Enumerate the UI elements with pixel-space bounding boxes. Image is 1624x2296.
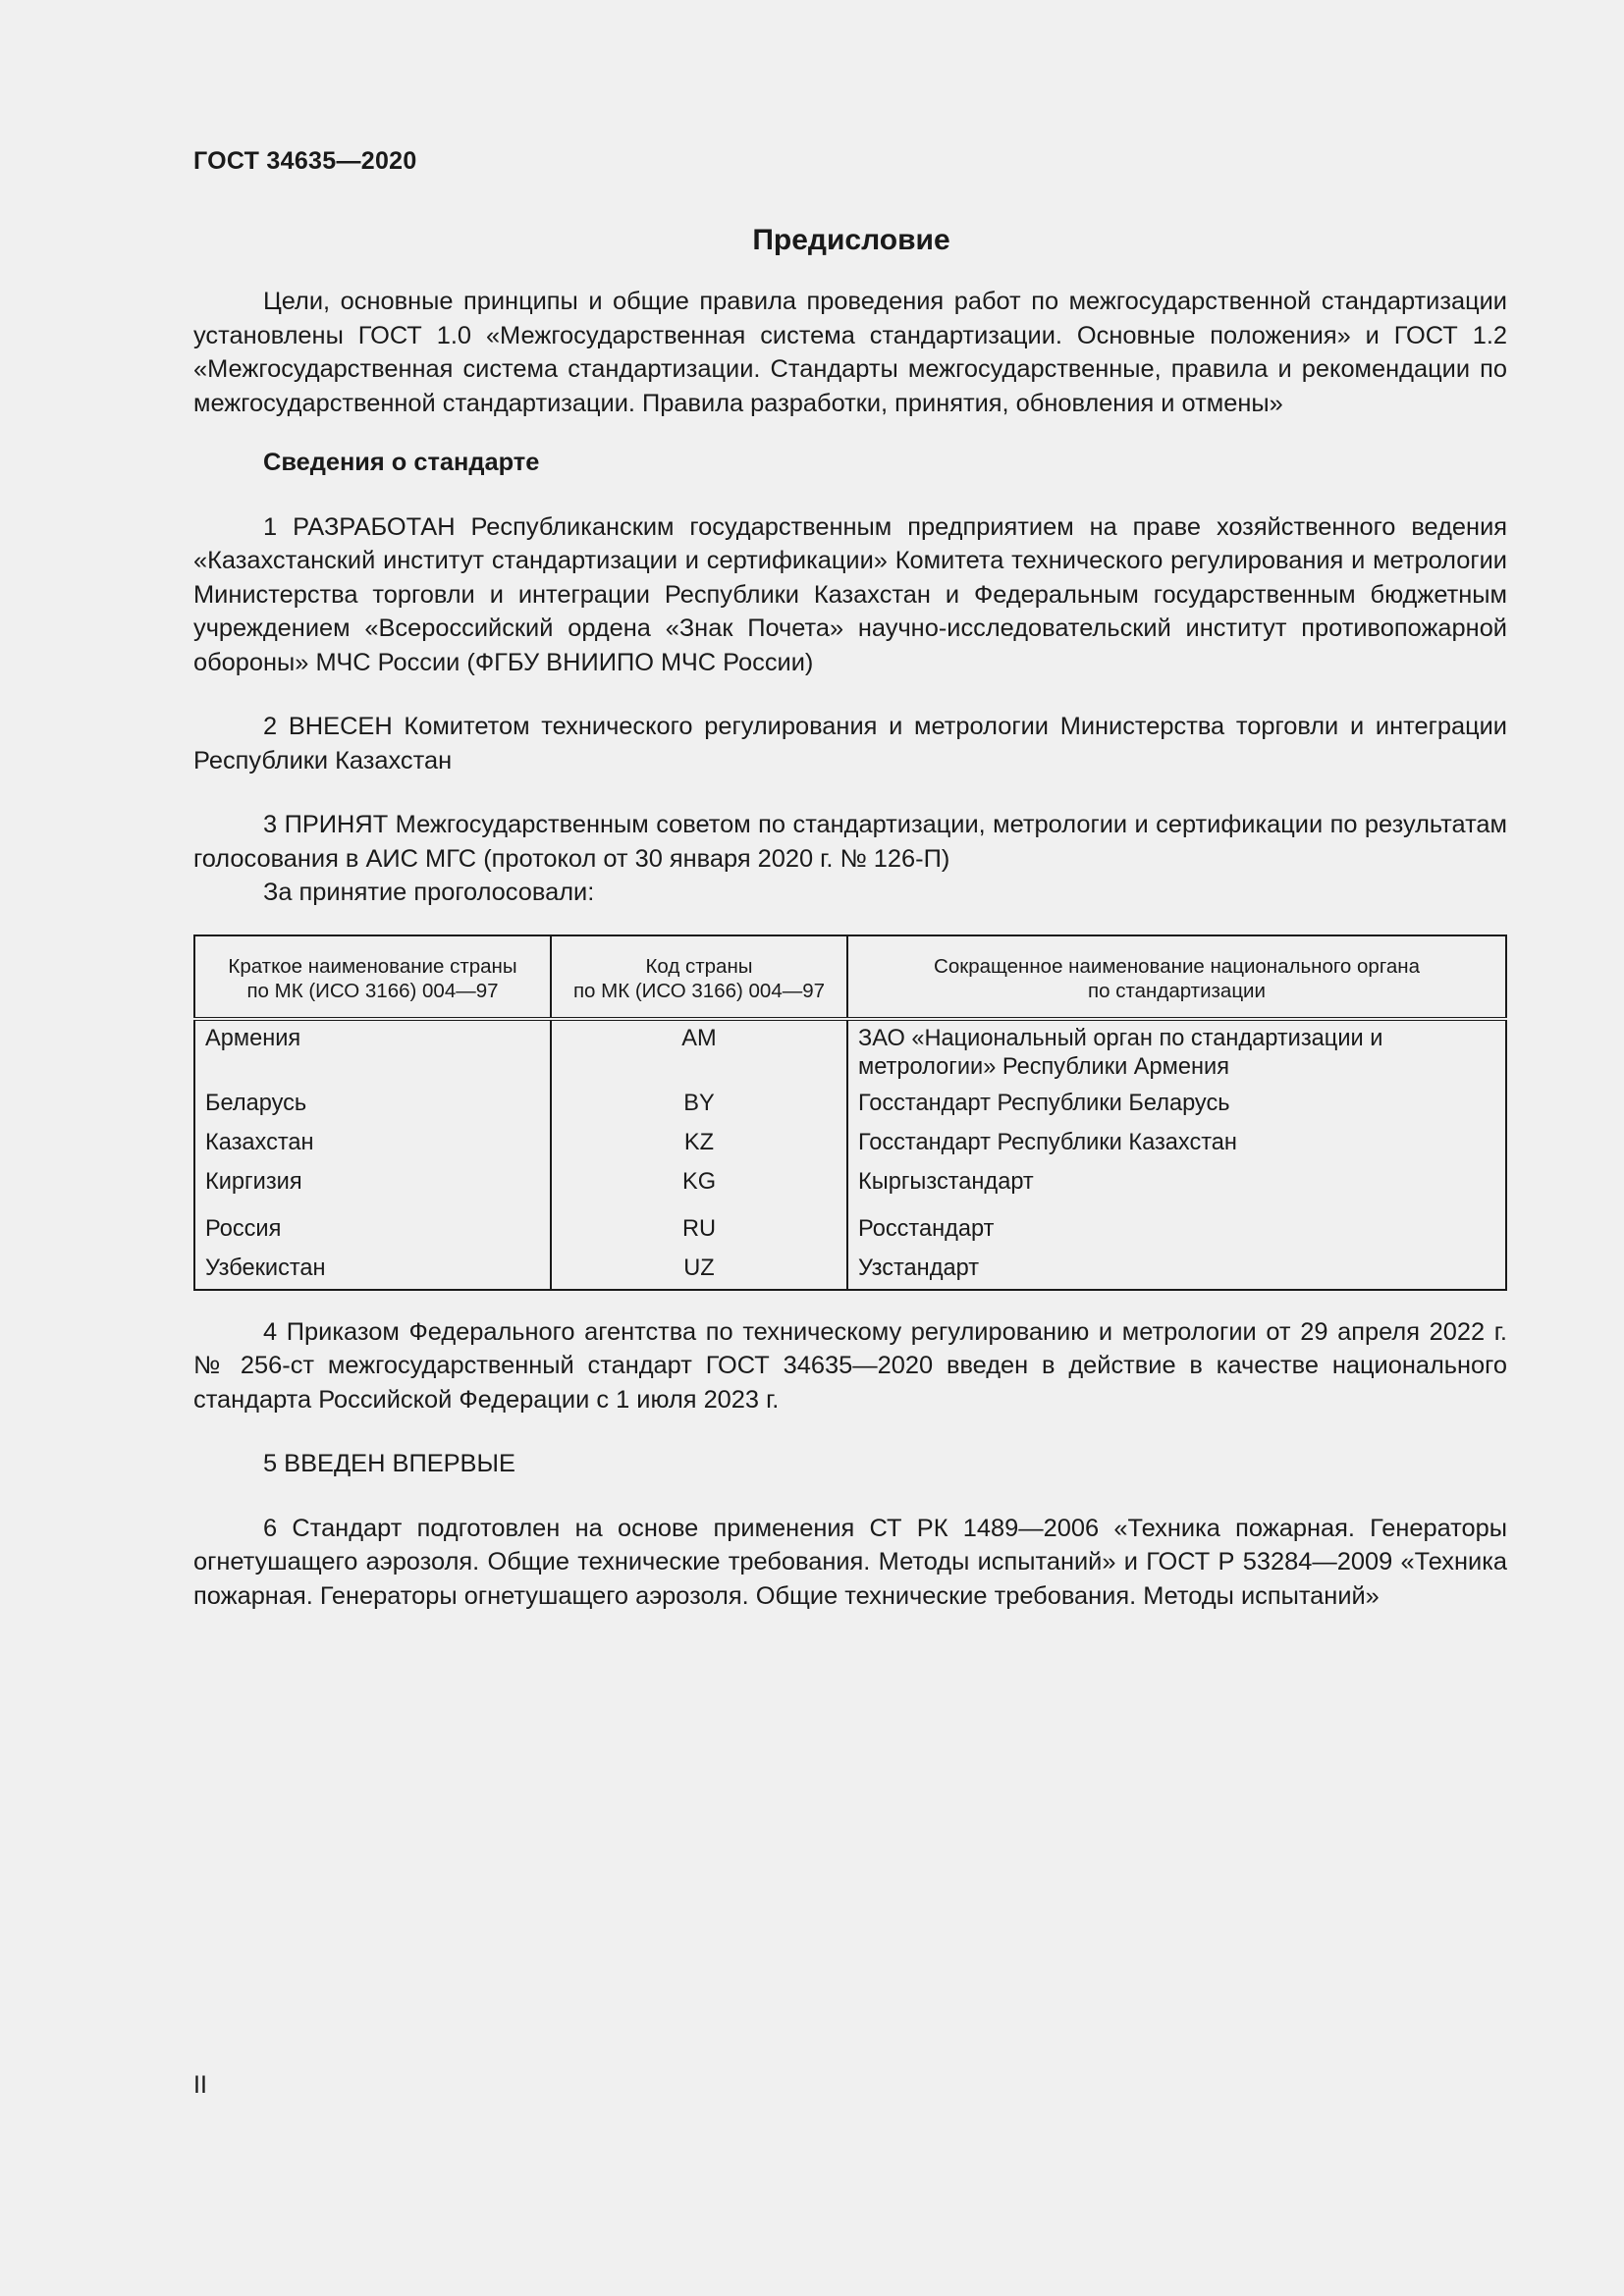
voting-table (193, 934, 1507, 1291)
item-introduced: 2 ВНЕСЕН Комитетом технического регулирования и метрологии Министерства торговли и интеграции Республики Казахстан (193, 713, 1507, 774)
cell-body: Госстандарт Республики Беларусь (847, 1090, 1506, 1129)
column-header-country (194, 935, 551, 1019)
cell-body: Росстандарт (847, 1215, 1506, 1255)
intro-paragraph: Цели, основные принципы и общие правила проведения работ по межгосударственной стандартизации установлены ГОСТ 1.0 «Межгосударственная система стандартизации. Основные положения» и ГОСТ 1.2 «Межгосударственная система стандартизации. Стандарты межгосударственные, правила и рекомендации по межгосударственной стандартизации. Правила разработки, принятия, обновления и отмены» (193, 288, 1507, 417)
item-adopted: 3 ПРИНЯТ Межгосударственным советом по стандартизации, метрологии и сертификации по результатам голосования в АИС МГС (протокол от 30 января 2020 г. № 126-П) (193, 811, 1507, 873)
table-row (194, 1215, 1506, 1255)
table-row (194, 1090, 1506, 1129)
voted-label: За принятие проголосовали: (263, 879, 595, 906)
cell-body: Кыргызстандарт (847, 1168, 1506, 1215)
item-first: 5 ВВЕДЕН ВПЕРВЫЕ (263, 1450, 515, 1477)
header-text: Краткое наименование страны (228, 954, 517, 978)
item-basis: 6 Стандарт подготовлен на основе применения СТ РК 1489—2006 «Техника пожарная. Генераторы огнетушащего аэрозоля. Общие технические требования. Методы испытаний» и ГОСТ Р 53284—2009 «Техника пожарная. Генераторы огнетушащего аэрозоля. Общие технические требования. Методы испытаний» (193, 1514, 1507, 1610)
cell-country: Беларусь (205, 1090, 307, 1116)
header-text: Код страны (645, 954, 753, 978)
column-header-body (847, 935, 1506, 1019)
document-body (193, 285, 1507, 1613)
page-title: Предисловие (752, 224, 950, 256)
header-text: по стандартизации (1088, 979, 1266, 1002)
table-row (194, 1129, 1506, 1168)
table-row (194, 1019, 1506, 1090)
page-number: II (193, 2071, 207, 2099)
cell-body: Узстандарт (847, 1255, 1506, 1290)
cell-code: KZ (551, 1129, 847, 1168)
table-header-row (194, 935, 1506, 1019)
cell-country: Киргизия (205, 1168, 302, 1195)
item-order: 4 Приказом Федерального агентства по техническому регулированию и метрологии от 29 апреля 2022 г. № 256-ст межгосударственный стандарт ГОСТ 34635—2020 введен в действие в качестве национального стандарта Российской Федерации с 1 июля 2023 г. (193, 1317, 1507, 1414)
cell-body: ЗАО «Национальный орган по стандартизации и метрологии» Республики Армения (847, 1019, 1506, 1090)
cell-code: BY (551, 1090, 847, 1129)
cell-code: AM (551, 1019, 847, 1090)
cell-country: Россия (205, 1215, 282, 1242)
cell-code: KG (551, 1168, 847, 1215)
table-row (194, 1168, 1506, 1215)
cell-country: Узбекистан (205, 1255, 326, 1281)
item-developed: 1 РАЗРАБОТАН Республиканским государственным предприятием на праве хозяйственного ведения «Казахстанский институт стандартизации и сертификации» Комитета технического регулирования и метрологии Министерства торговли и интеграции Республики Казахстан и Федеральным государственным бюджетным учреждением «Всероссийский ордена «Знак Почета» научно-исследовательский институт противопожарной обороны» МЧС России (ФГБУ ВНИИПО МЧС России) (193, 512, 1507, 676)
header-text: по МК (ИСО 3166) 004—97 (246, 979, 499, 1002)
cell-country: Армения (205, 1025, 301, 1051)
cell-country: Казахстан (205, 1129, 314, 1155)
document-code: ГОСТ 34635—2020 (193, 147, 417, 175)
table-row (194, 1255, 1506, 1290)
header-text: Сокращенное наименование национального органа (934, 954, 1420, 978)
cell-code: UZ (551, 1255, 847, 1290)
cell-body: Госстандарт Республики Казахстан (847, 1129, 1506, 1168)
header-text: по МК (ИСО 3166) 004—97 (572, 979, 826, 1002)
cell-code: RU (551, 1215, 847, 1255)
section-subheading: Сведения о стандарте (263, 449, 540, 476)
column-header-code (551, 935, 847, 1019)
